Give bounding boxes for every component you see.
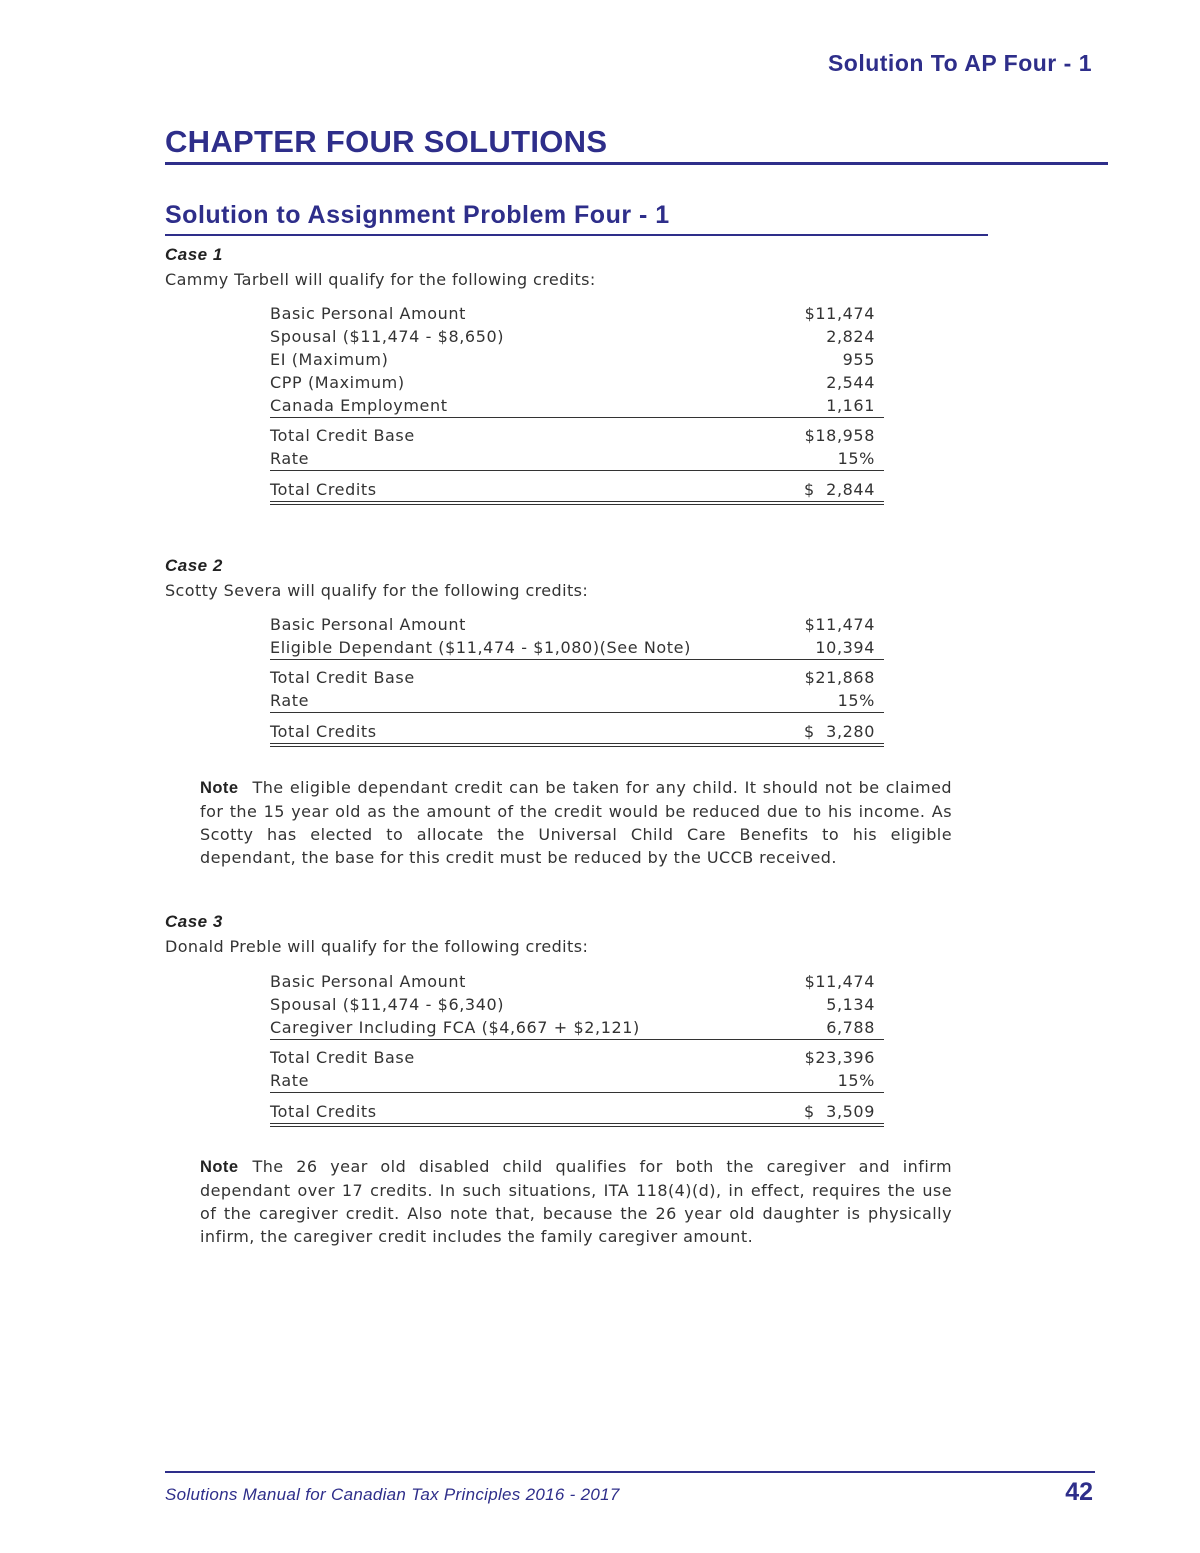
rate-label: Rate — [270, 689, 786, 713]
credit-row — [270, 371, 884, 394]
credit-amount: $11,474 — [804, 972, 875, 991]
credit-amount: 1,161 — [728, 394, 884, 418]
total-credits-amount: $ 3,280 — [804, 722, 875, 741]
case-3-credit-table — [270, 970, 884, 1127]
credit-label: Basic Personal Amount — [270, 615, 467, 634]
chapter-rule — [165, 162, 1108, 165]
credit-label: Basic Personal Amount — [270, 972, 467, 991]
credit-amount: 2,544 — [826, 373, 875, 392]
total-credits-label: Total Credits — [270, 1102, 377, 1121]
credit-label: Caregiver Including FCA ($4,667 + $2,121) — [270, 1016, 775, 1040]
credit-base-amount: $23,396 — [804, 1048, 875, 1067]
credit-label: Canada Employment — [270, 394, 728, 418]
total-credits-label: Total Credits — [270, 480, 377, 499]
total-credits-row — [270, 471, 884, 504]
credit-row — [270, 394, 884, 418]
case-1-credit-table — [270, 302, 884, 505]
credit-label: Spousal ($11,474 - $8,650) — [270, 327, 505, 346]
case-2-heading: Case 2 — [165, 556, 223, 575]
credit-amount: $11,474 — [804, 615, 875, 634]
note-label: Note — [200, 1158, 239, 1176]
rate-label: Rate — [270, 1069, 775, 1093]
rate-amount: 15% — [728, 447, 884, 471]
credit-amount: 6,788 — [775, 1016, 884, 1040]
total-credits-amount: $ 2,844 — [804, 480, 875, 499]
credit-base-row — [270, 1040, 884, 1070]
total-credits-label: Total Credits — [270, 722, 377, 741]
case-3-note — [200, 1155, 952, 1248]
rate-row — [270, 1069, 884, 1093]
credit-row — [270, 348, 884, 371]
section-title: Solution to Assignment Problem Four - 1 — [165, 201, 670, 229]
credit-base-label: Total Credit Base — [270, 426, 415, 445]
total-credits-amount: $ 3,509 — [804, 1102, 875, 1121]
total-credits-row — [270, 1093, 884, 1126]
credit-amount: 2,824 — [826, 327, 875, 346]
credit-base-amount: $18,958 — [804, 426, 875, 445]
credit-label: Basic Personal Amount — [270, 304, 467, 323]
credit-row — [270, 636, 884, 660]
credit-row — [270, 970, 884, 993]
credit-label: Eligible Dependant ($11,474 - $1,080)(See Note) — [270, 636, 786, 660]
credit-base-label: Total Credit Base — [270, 668, 415, 687]
case-2-note — [200, 776, 952, 869]
credit-label: CPP (Maximum) — [270, 373, 405, 392]
rate-row — [270, 447, 884, 471]
case-3-intro: Donald Preble will qualify for the following credits: — [165, 937, 589, 956]
credit-row — [270, 993, 884, 1016]
credit-row — [270, 1016, 884, 1040]
credit-amount: $11,474 — [804, 304, 875, 323]
credit-base-row — [270, 660, 884, 690]
running-head: Solution To AP Four - 1 — [827, 50, 1092, 76]
credit-row — [270, 325, 884, 348]
total-credits-row — [270, 713, 884, 746]
case-3-heading: Case 3 — [165, 912, 223, 931]
case-1-heading: Case 1 — [165, 245, 223, 264]
credit-amount: 10,394 — [786, 636, 884, 660]
credit-row — [270, 302, 884, 325]
credit-label: EI (Maximum) — [270, 350, 389, 369]
rate-amount: 15% — [775, 1069, 884, 1093]
footer-rule — [165, 1471, 1095, 1473]
credit-row — [270, 613, 884, 636]
credit-base-label: Total Credit Base — [270, 1048, 415, 1067]
rate-label: Rate — [270, 447, 728, 471]
case-2-intro: Scotty Severa will qualify for the following credits: — [165, 581, 589, 600]
credit-label: Spousal ($11,474 - $6,340) — [270, 995, 505, 1014]
credit-amount: 5,134 — [826, 995, 875, 1014]
rate-amount: 15% — [786, 689, 884, 713]
case-1-intro: Cammy Tarbell will qualify for the following credits: — [165, 270, 596, 289]
section-rule — [165, 234, 988, 236]
credit-base-row — [270, 418, 884, 448]
note-text: The 26 year old disabled child qualifies for both the caregiver and infirm dependant over 17 credits. In such situations, ITA 118(4)(d), in effect, requires the use of the caregiver credit. Also note that, because the 26 year old daughter is physically infirm, the caregiver credit includes the family caregiver amount. — [200, 1157, 952, 1246]
page-number: 42 — [1065, 1478, 1093, 1506]
credit-base-amount: $21,868 — [804, 668, 875, 687]
footer-text: Solutions Manual for Canadian Tax Principles 2016 - 2017 — [165, 1485, 620, 1504]
credit-amount: 955 — [842, 350, 875, 369]
note-text: The eligible dependant credit can be taken for any child. It should not be claimed for the 15 year old as the amount of the credit would be reduced due to his income. As Scotty has elected to allocate the Universal Child Care Benefits to his eligible dependant, the base for this credit must be reduced by the UCCB received. — [200, 778, 952, 867]
case-2-credit-table — [270, 613, 884, 747]
note-label: Note — [200, 779, 239, 797]
chapter-title: CHAPTER FOUR SOLUTIONS — [165, 124, 608, 159]
rate-row — [270, 689, 884, 713]
